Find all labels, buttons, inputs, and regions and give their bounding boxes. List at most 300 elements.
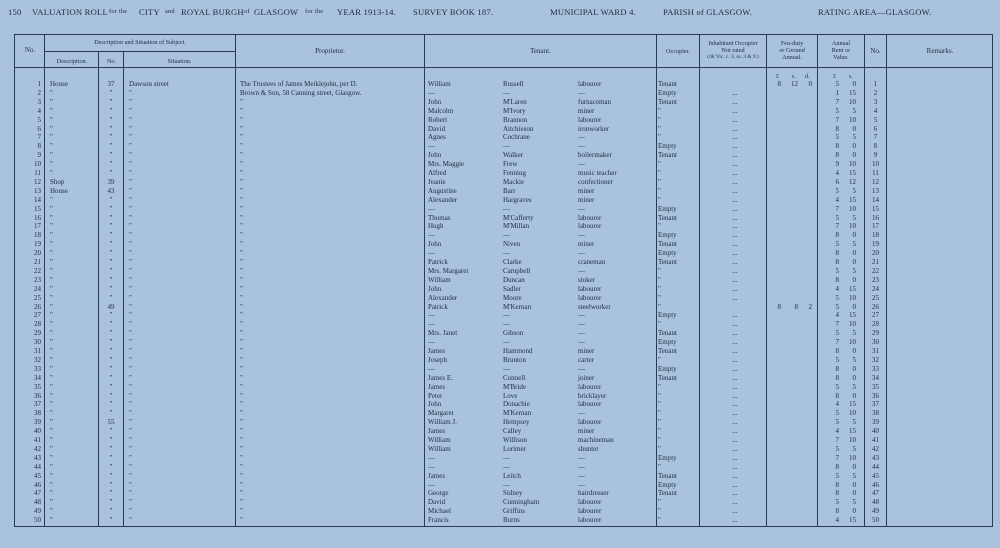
description-cell: " — [50, 471, 53, 480]
situation-cell: " — [129, 453, 132, 462]
rent-shillings-cell: 0 — [852, 124, 856, 133]
house-number-cell: " — [109, 133, 113, 142]
row-number: 7 — [37, 133, 41, 142]
house-number-cell: " — [109, 151, 113, 160]
subcolumn-rule — [123, 52, 124, 526]
row-number: 48 — [34, 498, 41, 507]
description-cell: " — [50, 293, 53, 302]
tenant-forename-cell: Augustine — [428, 186, 457, 195]
rent-shillings-cell: 10 — [849, 97, 856, 106]
tenant-occupation-cell: miner — [578, 427, 595, 436]
tenant-occupation-cell: hairdresser — [578, 489, 609, 498]
row-number-right: 46 — [872, 480, 879, 489]
rent-pounds-cell: 5 — [835, 106, 839, 115]
house-number-cell: " — [109, 169, 113, 177]
rent-pounds-cell: 5 — [835, 213, 839, 222]
tenant-forename-cell: William — [428, 275, 451, 284]
proprietor-cell: Brown & Son, 58 Canning street, Glasgow. — [240, 88, 362, 97]
proprietor-cell: " — [240, 462, 243, 471]
proprietor-cell: " — [240, 364, 243, 373]
rent-shillings-cell: 5 — [852, 133, 856, 142]
inhabitant-cell: ... — [732, 320, 738, 329]
rent-pounds-cell: 8 — [835, 373, 839, 382]
tenant-forename-cell: William J. — [428, 418, 457, 427]
rent-shillings-cell: 0 — [852, 302, 856, 311]
rent-shillings-cell: 15 — [849, 400, 856, 409]
description-cell: " — [50, 275, 53, 284]
tenant-surname-cell: Duncan — [503, 275, 525, 284]
row-number: 33 — [34, 364, 41, 373]
situation-cell: " — [129, 258, 132, 266]
tenant-surname-cell: — — [503, 462, 510, 471]
rent-pounds-cell: 8 — [835, 142, 839, 151]
proprietor-cell: " — [240, 169, 243, 177]
tenant-forename-cell: Agnes — [428, 133, 446, 142]
tenant-surname-cell: Willison — [503, 436, 527, 444]
occupier-cell: Empty — [658, 249, 677, 258]
column-rule — [699, 35, 700, 526]
row-number-right: 6 — [873, 124, 878, 133]
title-part-a: VALUATION ROLL — [32, 7, 108, 17]
row-number-right: 48 — [872, 498, 879, 507]
description-cell: " — [50, 97, 53, 106]
inhabitant-cell: ... — [732, 355, 738, 364]
description-cell: " — [50, 444, 53, 453]
rent-pounds-cell: 5 — [835, 498, 839, 507]
row-number-right: 4 — [873, 106, 878, 115]
row-number: 22 — [34, 266, 41, 275]
tenant-occupation-cell: labourer — [578, 382, 602, 391]
rent-pounds-cell: 8 — [835, 462, 839, 471]
row-number-right: 31 — [872, 347, 879, 355]
tenant-forename-cell: Mrs. Margaret — [428, 266, 469, 275]
proprietor-cell: " — [240, 151, 243, 160]
situation-cell: " — [129, 231, 132, 240]
situation-cell: " — [129, 329, 132, 338]
proprietor-cell: " — [240, 355, 243, 364]
proprietor-cell: " — [240, 347, 243, 355]
tenant-forename-cell: Mrs. Maggie — [428, 160, 465, 169]
inhabitant-cell: ... — [732, 364, 738, 373]
situation-cell: " — [129, 382, 132, 391]
house-number-cell: " — [109, 498, 113, 507]
row-number-right: 47 — [872, 489, 879, 498]
col-rent-header-2: Rent or — [831, 47, 851, 54]
title-part-f: of — [244, 8, 250, 15]
occupier-cell: Tenant — [658, 258, 677, 266]
header-bottom-rule — [15, 67, 992, 68]
tenant-surname-cell: Gibson — [503, 329, 524, 338]
row-number: 17 — [34, 222, 41, 231]
description-cell: House — [50, 80, 68, 88]
inhabitant-cell: ... — [732, 249, 738, 258]
tenant-surname-cell: Sadler — [503, 284, 521, 293]
tenant-surname-cell: M'Kernan — [503, 409, 532, 418]
tenant-surname-cell: M'Laren — [503, 97, 527, 106]
occupier-cell: Tenant — [658, 151, 677, 160]
tenant-occupation-cell: — — [578, 133, 585, 142]
rent-pounds-cell: 7 — [835, 97, 839, 106]
rent-pounds-header: £ — [833, 74, 836, 80]
row-number: 31 — [34, 347, 41, 355]
description-cell: " — [50, 436, 53, 444]
rent-shillings-cell: 0 — [852, 489, 856, 498]
proprietor-cell: " — [240, 507, 243, 516]
rent-pounds-cell: 1 — [835, 88, 839, 97]
tenant-surname-cell: Niven — [503, 240, 521, 249]
row-number-right: 1 — [873, 80, 878, 88]
tenant-forename-cell: Hugh — [428, 222, 444, 231]
situation-cell: " — [129, 151, 132, 160]
inhabitant-cell: ... — [732, 151, 738, 160]
occupier-cell: " — [658, 418, 661, 427]
inhabitant-cell: ... — [732, 338, 738, 347]
page-header — [8, 7, 993, 21]
row-number-right: 35 — [872, 382, 879, 391]
rent-pounds-cell: 7 — [835, 204, 839, 213]
inhabitant-cell: ... — [732, 329, 738, 338]
tenant-surname-cell: Calley — [503, 427, 522, 436]
column-rule — [424, 35, 425, 526]
tenant-occupation-cell: shunter — [578, 444, 599, 453]
rent-shillings-cell: 0 — [852, 347, 856, 355]
row-number-right: 14 — [872, 195, 879, 204]
occupier-cell: " — [658, 160, 661, 169]
tenant-surname-cell: — — [503, 364, 510, 373]
tenant-surname-cell: Walker — [503, 151, 524, 160]
occupier-cell: " — [658, 355, 661, 364]
proprietor-cell: " — [240, 480, 243, 489]
description-cell: Shop — [50, 177, 65, 186]
tenant-occupation-cell: — — [578, 249, 585, 258]
situation-cell: " — [129, 213, 132, 222]
house-number-cell: " — [109, 124, 113, 133]
row-number-right: 34 — [872, 373, 879, 382]
occupier-cell: " — [658, 284, 661, 293]
tenant-occupation-cell: miner — [578, 195, 595, 204]
tenant-surname-cell: Donachie — [503, 400, 530, 409]
situation-cell: " — [129, 320, 132, 329]
row-number: 8 — [37, 142, 41, 151]
col-rent-header-3: Value. — [833, 54, 849, 61]
rent-pounds-cell: 5 — [835, 186, 839, 195]
row-number-right: 38 — [872, 409, 879, 418]
house-number-cell: 39 — [107, 177, 115, 186]
inhabitant-cell: ... — [732, 462, 738, 471]
rating-area: RATING AREA—GLASGOW. — [818, 7, 932, 17]
inhabitant-cell: ... — [732, 453, 738, 462]
house-number-cell: " — [109, 427, 113, 436]
occupier-cell: " — [658, 124, 661, 133]
tenant-forename-cell: George — [428, 489, 449, 498]
inhabitant-cell: ... — [732, 498, 738, 507]
proprietor-cell: " — [240, 106, 243, 115]
rent-pounds-cell: 8 — [835, 231, 839, 240]
description-cell: " — [50, 124, 53, 133]
house-number-cell: " — [109, 142, 113, 151]
tenant-surname-cell: Brunton — [503, 355, 526, 364]
rent-pounds-cell: 7 — [835, 436, 839, 444]
description-cell: " — [50, 258, 53, 266]
row-number: 11 — [34, 169, 41, 177]
proprietor-cell: " — [240, 400, 243, 409]
house-number-cell: " — [109, 88, 113, 97]
proprietor-cell: " — [240, 329, 243, 338]
proprietor-cell: " — [240, 436, 243, 444]
occupier-cell: " — [658, 436, 661, 444]
situation-cell: " — [129, 462, 132, 471]
tenant-surname-cell: M'Bride — [503, 382, 527, 391]
rent-pounds-cell: 5 — [835, 133, 839, 142]
description-cell: " — [50, 151, 53, 160]
rent-pounds-cell: 9 — [835, 160, 839, 169]
row-number: 36 — [34, 391, 41, 400]
rent-pounds-cell: 4 — [835, 311, 839, 320]
description-cell: " — [50, 320, 53, 329]
tenant-surname-cell: Leitch — [503, 471, 521, 480]
row-number: 34 — [34, 373, 41, 382]
tenant-forename-cell: Francis — [428, 516, 449, 525]
rent-pounds-cell: 8 — [835, 249, 839, 258]
description-cell: " — [50, 88, 53, 97]
description-cell: " — [50, 355, 53, 364]
rent-shillings-cell: 15 — [849, 284, 856, 293]
situation-cell: " — [129, 240, 132, 249]
subcolumn-rule — [98, 52, 99, 526]
description-cell: " — [50, 160, 53, 169]
row-number: 37 — [34, 400, 41, 409]
tenant-forename-cell: John — [428, 240, 442, 249]
description-cell: " — [50, 462, 53, 471]
tenant-occupation-cell: labourer — [578, 418, 602, 427]
inhabitant-cell: ... — [732, 133, 738, 142]
row-number: 27 — [34, 311, 41, 320]
situation-cell: " — [129, 427, 132, 436]
col-number-header: No. — [106, 58, 117, 65]
description-cell: " — [50, 266, 53, 275]
occupier-cell: " — [658, 275, 661, 284]
rent-pounds-cell: 5 — [835, 471, 839, 480]
situation-cell: " — [129, 364, 132, 373]
tenant-surname-cell: — — [503, 338, 510, 347]
row-number-right: 5 — [873, 115, 878, 124]
house-number-cell: 37 — [107, 80, 115, 88]
occupier-cell: " — [658, 507, 661, 516]
proprietor-cell: " — [240, 409, 243, 418]
tenant-occupation-cell: — — [578, 311, 585, 320]
rent-pounds-cell: 5 — [835, 80, 839, 88]
col-feu-header-1: Feu-duty — [780, 40, 804, 47]
proprietor-cell: " — [240, 516, 243, 525]
proprietor-cell: " — [240, 115, 243, 124]
description-cell: " — [50, 498, 53, 507]
rent-pounds-cell: 7 — [835, 338, 839, 347]
rent-pounds-cell: 5 — [835, 355, 839, 364]
col-rent-header-1: Annual — [831, 40, 851, 47]
description-cell: " — [50, 169, 53, 177]
tenant-forename-cell: Jeanie — [428, 177, 446, 186]
proprietor-cell: " — [240, 444, 243, 453]
proprietor-cell: " — [240, 338, 243, 347]
house-number-cell: " — [109, 266, 113, 275]
row-number-right: 3 — [873, 97, 878, 106]
feu-pence-header: d. — [805, 74, 810, 80]
inhabitant-cell: ... — [732, 106, 738, 115]
tenant-forename-cell: William — [428, 444, 451, 453]
rent-shillings-cell: 0 — [852, 275, 856, 284]
title-part-d: and — [165, 8, 175, 15]
rent-shillings-cell: 0 — [852, 151, 856, 160]
rent-pounds-cell: 5 — [835, 444, 839, 453]
tenant-occupation-cell: — — [578, 338, 585, 347]
proprietor-cell: " — [240, 195, 243, 204]
row-number-right: 20 — [872, 249, 879, 258]
rent-shillings-cell: 15 — [849, 427, 856, 436]
house-number-cell: " — [109, 106, 113, 115]
row-number: 2 — [37, 88, 41, 97]
inhabitant-cell: ... — [732, 444, 738, 453]
tenant-occupation-cell: machineman — [578, 436, 614, 444]
tenant-forename-cell: — — [428, 338, 435, 347]
column-rule — [817, 35, 818, 526]
description-cell: " — [50, 489, 53, 498]
rent-pounds-cell: 8 — [835, 480, 839, 489]
feu-shillings-header: s. — [792, 74, 796, 80]
title-part-h: for the — [305, 8, 324, 15]
house-number-cell: " — [109, 320, 113, 329]
situation-cell: " — [129, 507, 132, 516]
house-number-cell: " — [109, 293, 113, 302]
inhabitant-cell: ... — [732, 471, 738, 480]
rent-pounds-cell: 4 — [835, 195, 839, 204]
row-number: 41 — [34, 436, 41, 444]
row-number: 47 — [34, 489, 41, 498]
rent-pounds-cell: 8 — [835, 347, 839, 355]
occupier-cell: Empty — [658, 88, 677, 97]
tenant-occupation-cell: labourer — [578, 400, 602, 409]
tenant-surname-cell: Russell — [503, 80, 524, 88]
proprietor-cell: " — [240, 177, 243, 186]
row-number: 35 — [34, 382, 41, 391]
rent-shillings-cell: 10 — [849, 409, 856, 418]
house-number-cell: " — [109, 97, 113, 106]
rent-pounds-cell: 8 — [835, 391, 839, 400]
rent-pounds-cell: 8 — [835, 258, 839, 266]
tenant-surname-cell: — — [503, 480, 510, 489]
tenant-surname-cell: Hempsey — [503, 418, 530, 427]
inhabitant-cell: ... — [732, 507, 738, 516]
row-number: 30 — [34, 338, 41, 347]
col-remarks-header: Remarks. — [926, 47, 954, 55]
inhabitant-cell: ... — [732, 382, 738, 391]
col-tenant-header: Tenant. — [530, 47, 551, 55]
rent-pounds-cell: 5 — [835, 382, 839, 391]
description-cell: " — [50, 382, 53, 391]
row-number-right: 33 — [872, 364, 879, 373]
house-number-cell: " — [109, 213, 113, 222]
description-cell: " — [50, 516, 53, 525]
row-number-right: 23 — [872, 275, 879, 284]
tenant-forename-cell: — — [428, 320, 435, 329]
tenant-forename-cell: James E. — [428, 373, 453, 382]
rent-shillings-cell: 0 — [852, 364, 856, 373]
rent-pounds-cell: 5 — [835, 302, 839, 311]
situation-cell: " — [129, 88, 132, 97]
rent-shillings-cell: 10 — [849, 160, 856, 169]
rent-shillings-cell: 10 — [849, 204, 856, 213]
occupier-cell: " — [658, 177, 661, 186]
situation-cell: " — [129, 275, 132, 284]
tenant-forename-cell: Patrick — [428, 302, 448, 311]
row-number: 10 — [34, 160, 41, 169]
description-cell: " — [50, 418, 53, 427]
inhabitant-cell: ... — [732, 391, 738, 400]
tenant-surname-cell: — — [503, 88, 510, 97]
inhabitant-cell: ... — [732, 186, 738, 195]
proprietor-cell: " — [240, 453, 243, 462]
rent-pounds-cell: 5 — [835, 418, 839, 427]
inhabitant-cell: ... — [732, 231, 738, 240]
row-number-right: 40 — [872, 427, 879, 436]
tenant-forename-cell: — — [428, 462, 435, 471]
rent-shillings-cell: 15 — [849, 88, 856, 97]
rent-shillings-cell: 5 — [852, 186, 856, 195]
description-cell: " — [50, 240, 53, 249]
tenant-surname-cell: Barr — [503, 186, 516, 195]
inhabitant-cell: ... — [732, 204, 738, 213]
tenant-occupation-cell: bricklayer — [578, 391, 607, 400]
rent-shillings-cell: 5 — [852, 266, 856, 275]
description-cell: House — [50, 186, 68, 195]
house-number-cell: " — [109, 444, 113, 453]
tenant-forename-cell: Thomas — [428, 213, 451, 222]
inhabitant-cell: ... — [732, 222, 738, 231]
inhabitant-cell: ... — [732, 195, 738, 204]
proprietor-cell: " — [240, 124, 243, 133]
tenant-forename-cell: Margaret — [428, 409, 454, 418]
tenant-occupation-cell: labourer — [578, 80, 602, 88]
occupier-cell: " — [658, 516, 661, 525]
occupier-cell: " — [658, 186, 661, 195]
proprietor-cell: " — [240, 302, 243, 311]
house-number-cell: " — [109, 373, 113, 382]
house-number-cell: " — [109, 222, 113, 231]
tenant-forename-cell: John — [428, 400, 442, 409]
row-number-right: 21 — [872, 258, 879, 266]
rent-shillings-cell: 0 — [852, 480, 856, 489]
situation-cell: " — [129, 347, 132, 355]
inhabitant-cell: ... — [732, 169, 738, 177]
col-no-right-header: No. — [870, 47, 881, 55]
description-cell: " — [50, 115, 53, 124]
inhabitant-cell: ... — [732, 373, 738, 382]
situation-cell: " — [129, 222, 132, 231]
occupier-cell: Empty — [658, 231, 677, 240]
rent-shillings-cell: 0 — [852, 142, 856, 151]
house-number-cell: " — [109, 453, 113, 462]
inhabitant-cell: ... — [732, 275, 738, 284]
description-cell: " — [50, 400, 53, 409]
feu-shillings-cell: 12 — [791, 80, 798, 88]
roll-table — [14, 34, 993, 527]
tenant-forename-cell: — — [428, 364, 435, 373]
house-number-cell: " — [109, 249, 113, 258]
description-cell: " — [50, 364, 53, 373]
row-number-right: 42 — [872, 444, 879, 453]
tenant-surname-cell: M'Cafferty — [503, 213, 534, 222]
situation-cell: " — [129, 186, 132, 195]
occupier-cell: Tenant — [658, 213, 677, 222]
